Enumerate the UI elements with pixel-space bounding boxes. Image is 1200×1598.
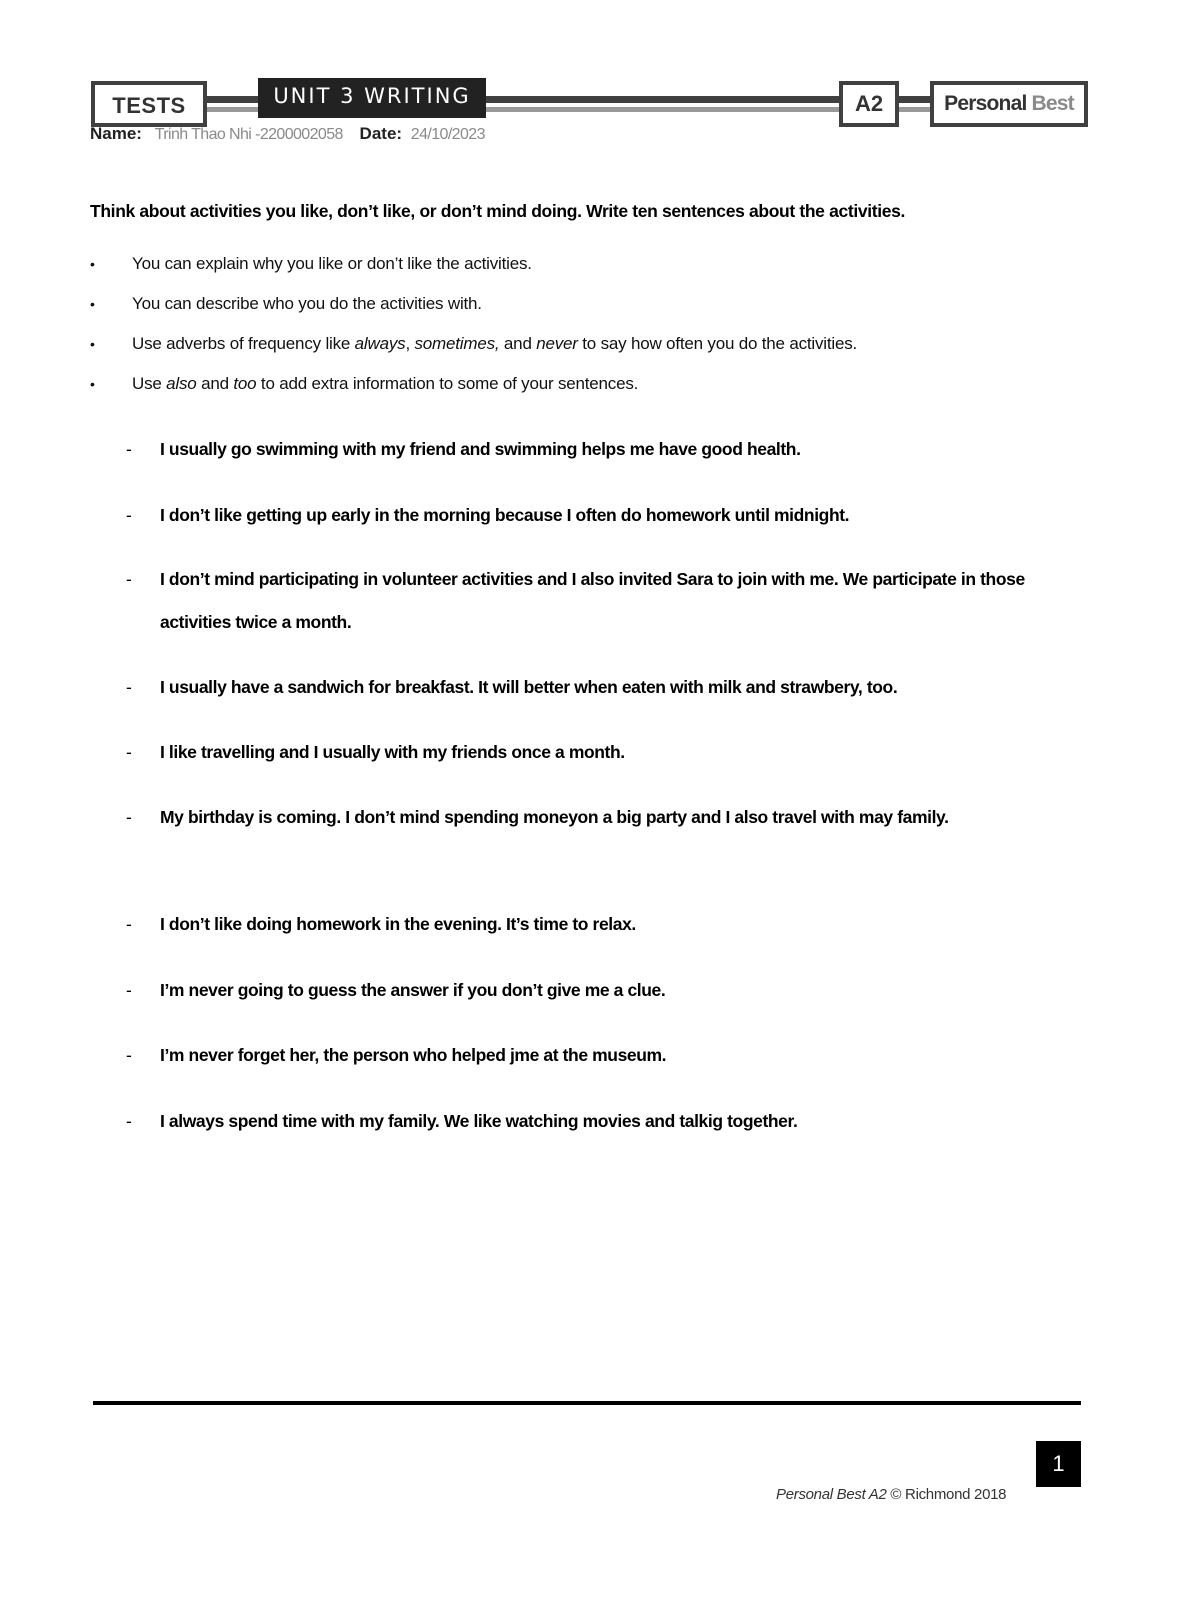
answer-text: I don’t like doing homework in the evening. It’s time to relax.	[160, 914, 636, 934]
text-run: ,	[405, 334, 415, 353]
answer-list	[124, 436, 1084, 1173]
header-band-dark-right	[898, 96, 932, 103]
brand-part1: Personal	[944, 92, 1027, 115]
dash-icon: -	[126, 1045, 132, 1065]
task-bullet-list	[90, 254, 1090, 414]
answer-item	[124, 1042, 1084, 1108]
answer-text: I’m never forget her, the person who helped jme at the museum.	[160, 1045, 667, 1065]
answer-text: I like travelling and I usually with my friends once a month.	[160, 742, 625, 762]
copyright-notice	[776, 1486, 1006, 1503]
dash-icon: -	[126, 807, 132, 827]
dash-icon: -	[126, 677, 132, 697]
answer-text: My birthday is coming. I don’t mind spending moneyon a big party and I also travel with may family.	[160, 807, 949, 827]
bullet-icon: •	[90, 296, 95, 312]
answer-text: I usually go swimming with my friend and swimming helps me have good health.	[160, 439, 801, 459]
bullet-icon: •	[90, 256, 95, 272]
italic-run: never	[536, 334, 578, 353]
answer-item	[124, 977, 1084, 1042]
student-info	[90, 124, 485, 144]
brand-part2: Best	[1031, 92, 1074, 115]
task-bullet	[90, 254, 1090, 294]
dash-icon: -	[126, 980, 132, 1000]
bullet-text: You can explain why you like or don’t like the activities.	[132, 254, 532, 273]
answer-text: I always spend time with my family. We like watching movies and talkig together.	[160, 1111, 798, 1131]
dash-icon: -	[126, 505, 132, 525]
dash-icon: -	[126, 742, 132, 762]
bullet-icon: •	[90, 336, 95, 352]
page-number: 1	[1036, 1441, 1081, 1487]
italic-run: also	[166, 374, 197, 393]
answer-text: I don’t mind participating in volunteer activities and I also invited Sara to join with me. We participate in those activities twice a month.	[160, 569, 1025, 632]
text-run: and	[196, 374, 234, 393]
text-run: to say how often you do the activities.	[577, 334, 858, 353]
text-run: and	[499, 334, 537, 353]
bullet-text: You can describe who you do the activities with.	[132, 294, 482, 313]
brand-logo	[930, 81, 1088, 127]
task-instruction: Think about activities you like, don’t like, or don’t mind doing. Write ten sentences about the activities.	[90, 201, 905, 221]
answer-text: I don’t like getting up early in the morning because I often do homework until midnight.	[160, 505, 850, 525]
answer-text: I’m never going to guess the answer if you don’t give me a clue.	[160, 980, 666, 1000]
text-run: to add extra information to some of your sentences.	[256, 374, 639, 393]
dash-icon: -	[126, 439, 132, 459]
level-badge: A2	[839, 81, 899, 127]
text-run: Use adverbs of frequency like	[132, 334, 355, 353]
copyright-title: Personal Best A2	[776, 1486, 887, 1503]
date-value: 24/10/2023	[410, 126, 485, 143]
answer-item	[124, 911, 1084, 977]
tests-label: TESTS	[91, 81, 207, 127]
answer-text: I usually have a sandwich for breakfast. It will better when eaten with milk and strawbery, too.	[160, 677, 898, 697]
name-value: Trinh Thao Nhi -2200002058	[154, 126, 343, 143]
answer-item	[124, 566, 1084, 674]
answer-item	[124, 502, 1084, 566]
date-label: Date:	[359, 124, 403, 143]
dash-icon: -	[126, 914, 132, 934]
footer-divider	[93, 1401, 1081, 1405]
italic-run: always	[354, 334, 406, 353]
header-band-light-right	[898, 107, 932, 112]
bullet-text	[132, 334, 857, 354]
task-bullet	[90, 374, 1090, 414]
task-bullet	[90, 294, 1090, 334]
copyright-text: © Richmond 2018	[890, 1486, 1007, 1503]
italic-run: too	[233, 374, 257, 393]
answer-item	[124, 1108, 1084, 1173]
bullet-text	[132, 374, 638, 394]
italic-run: sometimes,	[414, 334, 500, 353]
answer-item	[124, 436, 1084, 502]
task-bullet	[90, 334, 1090, 374]
unit-title: UNIT 3 WRITING	[258, 78, 486, 118]
text-run: Use	[132, 374, 167, 393]
answer-item	[124, 804, 1084, 911]
answer-item	[124, 674, 1084, 739]
dash-icon: -	[126, 1111, 132, 1131]
dash-icon: -	[126, 569, 132, 589]
name-label: Name:	[90, 124, 142, 143]
answer-item	[124, 739, 1084, 804]
bullet-icon: •	[90, 376, 95, 392]
